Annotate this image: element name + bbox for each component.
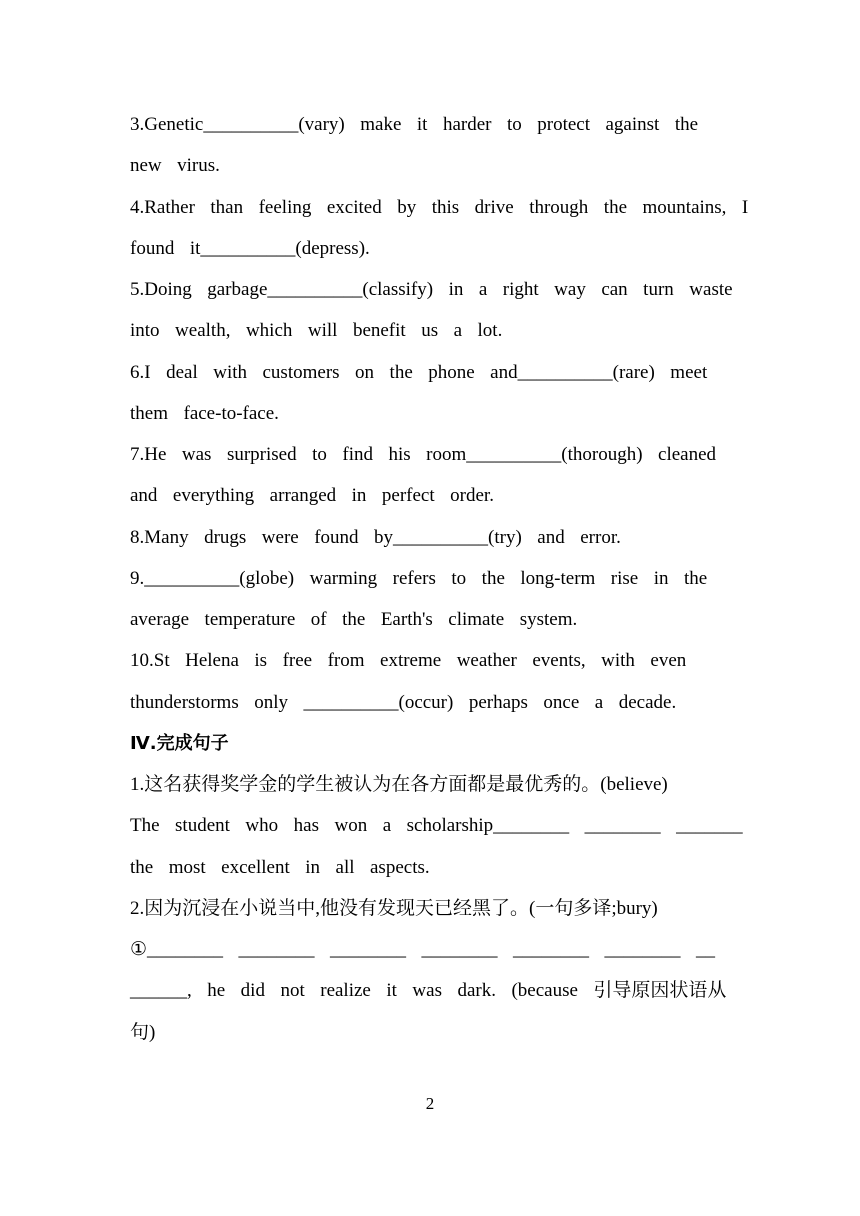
exercise-10-line-2: thunderstorms only __________(occur) perhaps once a decade. xyxy=(130,692,677,713)
sentence-2-answer-line-2: ______, he did not realize it was dark. (because 引导原因状语从 xyxy=(130,980,727,1001)
exercise-5-line-2: into wealth, which will benefit us a lot. xyxy=(130,320,503,341)
exercise-4-line-1: 4.Rather than feeling excited by this drive through the mountains, I xyxy=(130,197,749,218)
exercise-7-line-2: and everything arranged in perfect order. xyxy=(130,485,494,506)
exercise-9-line-1: 9.__________(globe) warming refers to the long-term rise in the xyxy=(130,568,708,589)
sentence-1-line-1: The student who has won a scholarship________ ________ _______ xyxy=(130,815,743,836)
sentence-1-prompt: 1.这名获得奖学金的学生被认为在各方面都是最优秀的。(believe) xyxy=(130,774,668,795)
sentence-2-answer-line-1: ①________ ________ ________ ________ ________ ________ __ xyxy=(130,939,716,960)
page-number: 2 xyxy=(425,1094,435,1113)
sentence-2-prompt: 2.因为沉浸在小说当中,他没有发现天已经黑了。(一句多译;bury) xyxy=(130,898,658,919)
sentence-2-answer-line-3: 句) xyxy=(130,1022,156,1043)
sentence-1-line-2: the most excellent in all aspects. xyxy=(130,857,430,878)
exercise-3-line-2: new virus. xyxy=(130,155,220,176)
exercise-10-line-1: 10.St Helena is free from extreme weather events, with even xyxy=(130,650,687,671)
exercise-6-line-1: 6.I deal with customers on the phone and__________(rare) meet xyxy=(130,362,708,383)
section-heading: Ⅳ.完成句子 xyxy=(130,733,229,754)
exercise-6-line-2: them face-to-face. xyxy=(130,403,279,424)
exercise-9-line-2: average temperature of the Earth's climate system. xyxy=(130,609,578,630)
exercise-5-line-1: 5.Doing garbage__________(classify) in a right way can turn waste xyxy=(130,279,733,300)
exercise-7-line-1: 7.He was surprised to find his room__________(thorough) cleaned xyxy=(130,444,717,465)
exercise-3-line-1: 3.Genetic__________(vary) make it harder to protect against the xyxy=(130,114,699,135)
exercise-8-line-1: 8.Many drugs were found by__________(try) and error. xyxy=(130,527,621,548)
exercise-4-line-2: found it__________(depress). xyxy=(130,238,370,259)
